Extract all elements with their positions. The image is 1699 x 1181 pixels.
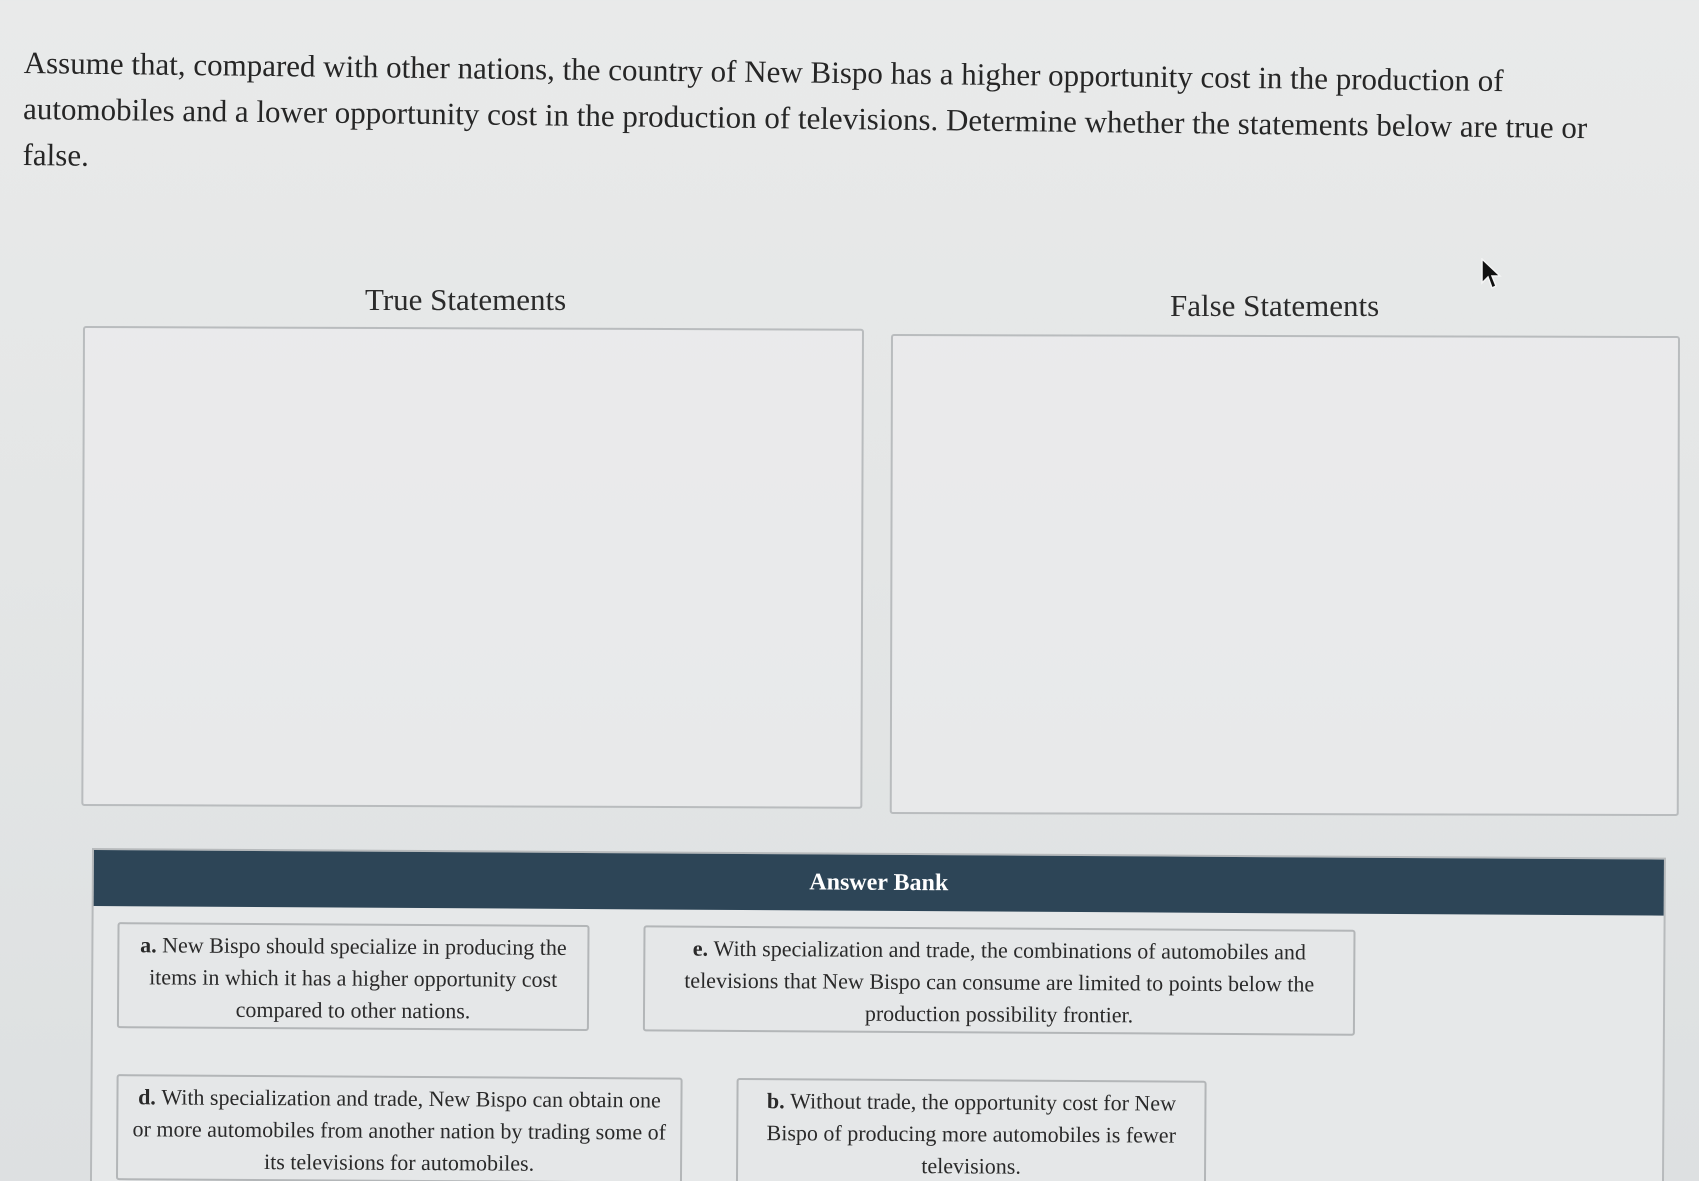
answer-card-text: With specialization and trade, New Bispo can obtain one or more automobiles from another nation by trading some of its televisions for automobiles. <box>132 1084 667 1176</box>
answer-card-letter: b. <box>766 1088 791 1114</box>
answer-bank-title: Answer Bank <box>809 868 949 896</box>
answer-card-text: With specialization and trade, the combinations of automobiles and televisions that New Bispo can consume are limited to points below the production possibility frontier. <box>684 935 1315 1028</box>
mouse-pointer-icon <box>1480 258 1504 292</box>
answer-card-text: New Bispo should specialize in producing the items in which it has a higher opportunity cost compared to other nations. <box>149 932 567 1024</box>
true-statements-drop-zone[interactable] <box>81 326 864 809</box>
answer-card-letter: d. <box>138 1084 162 1110</box>
answer-bank <box>90 848 1666 1181</box>
answer-bank-header <box>94 850 1664 916</box>
answer-card-e[interactable] <box>643 925 1356 1035</box>
answer-card-text: Without trade, the opportunity cost for New Bispo of producing more automobiles is fewer televisions. <box>766 1088 1177 1179</box>
true-statements-title: True Statements <box>365 282 567 317</box>
answer-card-a[interactable] <box>117 922 590 1031</box>
false-statements-drop-zone[interactable] <box>890 334 1680 816</box>
copyright-credit <box>2 40 24 310</box>
answer-card-letter: a. <box>140 932 163 958</box>
false-statements-title: False Statements <box>1170 288 1380 323</box>
answer-card-b[interactable] <box>736 1078 1207 1181</box>
question-text: Assume that, compared with other nations, the country of New Bispo has a higher opportunity cost in the production of automobiles and a lower opportunity cost in the production of televisions. Determine whether the statements below are true or false. <box>22 44 1588 173</box>
answer-card-d[interactable] <box>116 1074 683 1181</box>
answer-card-letter: e. <box>692 935 714 961</box>
